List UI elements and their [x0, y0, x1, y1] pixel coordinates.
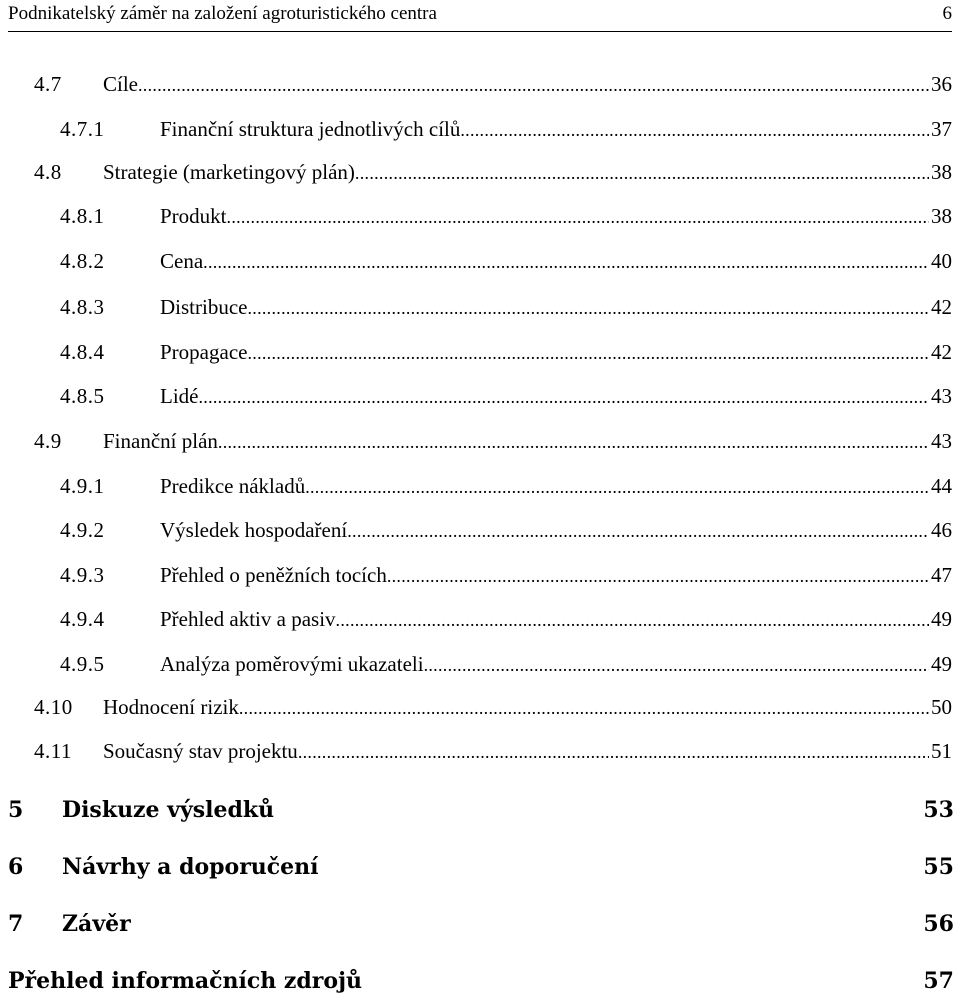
toc-leader [160, 112, 952, 146]
toc-leader [160, 290, 952, 324]
toc-number: 4.9.4 [60, 607, 105, 631]
toc-title: Výsledek hospodaření [160, 518, 348, 542]
dot-leader [347, 514, 929, 547]
chapter-page: 57 [923, 968, 954, 994]
chapter-number: 7 [8, 911, 24, 937]
chapter-number: 6 [8, 854, 24, 880]
chapter-number: 5 [8, 797, 24, 823]
toc-title: Finanční struktura jednotlivých cílů [160, 117, 461, 141]
toc-title: Strategie (marketingový plán) [103, 160, 355, 184]
dot-leader [203, 245, 929, 278]
toc-leader [160, 379, 952, 413]
toc-title: Produkt [160, 204, 227, 228]
toc-entry[interactable] [0, 602, 960, 636]
toc-leader [103, 155, 952, 189]
toc-number: 4.9.1 [60, 474, 105, 498]
toc-page: 37 [931, 117, 952, 141]
chapter-page: 55 [923, 854, 954, 880]
toc-number: 4.11 [34, 739, 72, 763]
toc-chapter[interactable] [0, 790, 960, 830]
toc-leader [160, 513, 952, 547]
toc-page: 49 [931, 607, 952, 631]
toc-title: Finanční plán [103, 429, 218, 453]
toc-entry[interactable] [0, 199, 960, 233]
toc-leader [160, 244, 952, 278]
chapter-title: Diskuze výsledků [62, 797, 275, 823]
toc-title: Predikce nákladů [160, 474, 306, 498]
toc-title: Lidé [160, 384, 199, 408]
chapter-title: Závěr [62, 911, 131, 937]
toc-title: Hodnocení rizik [103, 695, 239, 719]
page-number: 6 [942, 3, 952, 24]
dot-leader [227, 200, 929, 233]
toc-title: Současný stav projektu [103, 739, 298, 763]
dot-leader [387, 559, 929, 592]
toc-number: 4.7 [34, 72, 62, 96]
toc-page: 47 [931, 563, 952, 587]
dot-leader [298, 735, 929, 768]
toc-title: Analýza poměrovými ukazateli [160, 652, 424, 676]
toc-chapter[interactable] [0, 961, 960, 1001]
toc-page: 38 [931, 204, 952, 228]
toc-number: 4.7.1 [60, 117, 105, 141]
toc-entry[interactable] [0, 734, 960, 768]
toc-page: 44 [931, 474, 952, 498]
toc-leader [160, 335, 952, 369]
toc-page: 43 [931, 429, 952, 453]
toc-number: 4.10 [34, 695, 73, 719]
toc-number: 4.9 [34, 429, 62, 453]
toc-leader [160, 647, 952, 681]
toc-leader [160, 199, 952, 233]
chapter-title: Přehled informačních zdrojů [8, 968, 363, 994]
dot-leader [239, 691, 929, 724]
toc-number: 4.9.2 [60, 518, 105, 542]
chapter-page: 53 [923, 797, 954, 823]
toc-entry[interactable] [0, 244, 960, 278]
toc-page: 42 [931, 340, 952, 364]
toc-chapter[interactable] [0, 904, 960, 944]
dot-leader [305, 470, 929, 503]
toc-entry[interactable] [0, 469, 960, 503]
dot-leader [218, 425, 929, 458]
toc-number: 4.8 [34, 160, 62, 184]
toc-leader [103, 734, 952, 768]
toc-entry[interactable] [0, 155, 960, 189]
toc-entry[interactable] [0, 335, 960, 369]
dot-leader [138, 68, 929, 101]
toc-page: 43 [931, 384, 952, 408]
toc-number: 4.9.5 [60, 652, 105, 676]
toc-title: Přehled o peněžních tocích [160, 563, 387, 587]
toc-leader [160, 558, 952, 592]
toc-entry[interactable] [0, 67, 960, 101]
toc-entry[interactable] [0, 290, 960, 324]
chapter-title: Návrhy a doporučení [62, 854, 319, 880]
toc-title: Přehled aktiv a pasiv [160, 607, 336, 631]
dot-leader [247, 336, 929, 369]
toc-page: 38 [931, 160, 952, 184]
document-title: Podnikatelský záměr na založení agroturistického centra [8, 3, 437, 24]
toc-chapter[interactable] [0, 847, 960, 887]
toc-title: Propagace [160, 340, 248, 364]
toc-number: 4.8.3 [60, 295, 105, 319]
toc-leader [103, 424, 952, 458]
page-header [8, 0, 952, 32]
toc-title: Cíle [103, 72, 138, 96]
toc-entry[interactable] [0, 112, 960, 146]
toc-entry[interactable] [0, 379, 960, 413]
toc-entry[interactable] [0, 424, 960, 458]
dot-leader [460, 113, 929, 146]
toc-leader [103, 67, 952, 101]
toc-page: 42 [931, 295, 952, 319]
toc-page: 46 [931, 518, 952, 542]
toc-number: 4.8.4 [60, 340, 105, 364]
toc-number: 4.9.3 [60, 563, 105, 587]
toc-title: Cena [160, 249, 204, 273]
toc-entry[interactable] [0, 558, 960, 592]
toc-entry[interactable] [0, 513, 960, 547]
toc-title: Distribuce [160, 295, 248, 319]
dot-leader [247, 291, 929, 324]
toc-page: 51 [931, 739, 952, 763]
dot-leader [336, 603, 929, 636]
toc-number: 4.8.5 [60, 384, 105, 408]
toc-page: 49 [931, 652, 952, 676]
dot-leader [355, 156, 929, 189]
toc-entry[interactable] [0, 647, 960, 681]
toc-leader [103, 690, 952, 724]
toc-page: 36 [931, 72, 952, 96]
toc-page: 50 [931, 695, 952, 719]
toc-leader [160, 469, 952, 503]
dot-leader [198, 380, 929, 413]
toc-leader [160, 602, 952, 636]
chapter-page: 56 [923, 911, 954, 937]
toc-number: 4.8.1 [60, 204, 105, 228]
toc-entry[interactable] [0, 690, 960, 724]
toc-number: 4.8.2 [60, 249, 105, 273]
toc-page: 40 [931, 249, 952, 273]
dot-leader [424, 648, 929, 681]
